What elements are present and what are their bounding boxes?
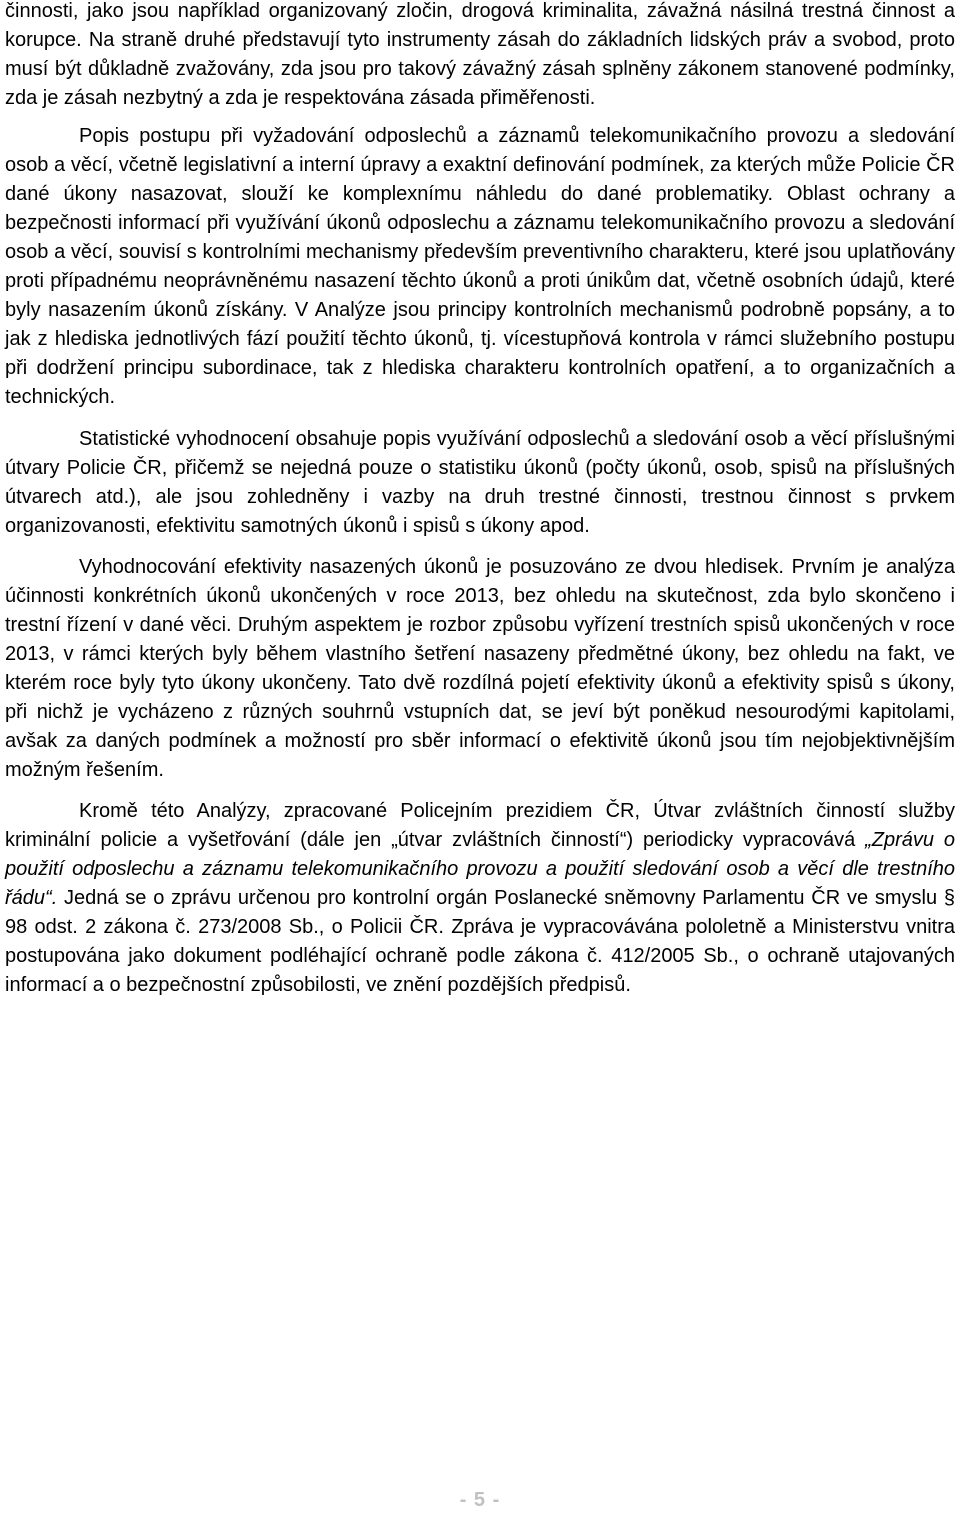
paragraph-4: Vyhodnocování efektivity nasazených úkonů je posuzováno ze dvou hledisek. Prvním je analýza účinnosti konkrétních úkonů ukončených v roce 2013, bez ohledu na skutečnost, zda bylo skončeno i trestní řízení v dané věci. Druhým aspektem je rozbor způsobu vyřízení trestních spisů ukončených v roce 2013, v rámci kterých byly během vlastního šetření nasazeny předmětné úkony, bez ohledu na fakt, ve kterém roce byly tyto úkony ukončeny. Tato dvě rozdílná pojetí efektivity úkonů a efektivity spisů s úkony, při nichž je vycházeno z různých souhrnů vstupních dat, se jeví být poněkud nesourodými kapitolami, avšak za daných podmínek a možností pro sběr informací o efektivitě úkonů jsou tím nejobjektivnějším možným řešením. (5, 556, 955, 781)
paragraph-5-text-after: Jedná se o zprávu určenou pro kontrolní orgán Poslanecké sněmovny Parlamentu ČR ve smyslu § 98 odst. 2 zákona č. 273/2008 Sb., o Policii ČR. Zpráva je vypracovávána pololetně a Ministerstvu vnitra postupována jako dokument podléhající ochraně podle zákona č. 412/2005 Sb., o ochraně utajovaných informací a o bezpečnostní způsobilosti, ve znění pozdějších předpisů. (5, 887, 955, 996)
paragraph-3: Statistické vyhodnocení obsahuje popis využívání odposlechů a sledování osob a věcí příslušnými útvary Policie ČR, přičemž se nejedná pouze o statistiku úkonů (počty úkonů, osob, spisů na příslušných útvarech atd.), ale jsou zohledněny i vazby na druh trestné činnosti, trestnou činnost s prvkem organizovanosti, efektivitu samotných úkonů i spisů s úkony apod. (5, 428, 955, 537)
paragraph-5 (5, 797, 955, 1000)
document-page (5, 0, 955, 1000)
report-title-italic: „Zprávu o použití odposlechu a záznamu telekomunikačního provozu a použití sledování osob a věcí dle trestního řádu“. (5, 829, 955, 909)
paragraph-5-text-before: Kromě této Analýzy, zpracované Policejním prezidiem ČR, Útvar zvláštních činností služby kriminální policie a vyšetřování (dále jen „útvar zvláštních činností“) periodicky vypracovává (5, 800, 955, 851)
page-number: - 5 - (459, 1489, 501, 1511)
paragraph-2: Popis postupu při vyžadování odposlechů a záznamů telekomunikačního provozu a sledování osob a věcí, včetně legislativní a interní úpravy a exaktní definování podmínek, za kterých může Policie ČR dané úkony nasazovat, slouží ke komplexnímu náhledu do dané problematiky. Oblast ochrany a bezpečnosti informací při využívání úkonů odposlechu a záznamu telekomunikačního provozu a sledování osob a věcí, souvisí s kontrolními mechanismy především preventivního charakteru, které jsou uplatňovány proti případnému neoprávněnému nasazení těchto úkonů a proti únikům dat, včetně osobních údajů, které byly nasazením úkonů získány. V Analýze jsou principy kontrolních mechanismů podrobně popsány, a to jak z hlediska jednotlivých fází použití těchto úkonů, tj. vícestupňová kontrola v rámci služebního postupu při dodržení principu subordinace, tak z hlediska charakteru kontrolních opatření, a to organizačních a technických. (5, 125, 955, 408)
paragraph-1: činnosti, jako jsou například organizovaný zločin, drogová kriminalita, závažná násilná trestná činnost a korupce. Na straně druhé představují tyto instrumenty zásah do základních lidských práv a svobod, proto musí být důkladně zvažovány, zda jsou pro takový závažný zásah splněny zákonem stanovené podmínky, zda je zásah nezbytný a zda je respektována zásada přiměřenosti. (5, 0, 955, 109)
